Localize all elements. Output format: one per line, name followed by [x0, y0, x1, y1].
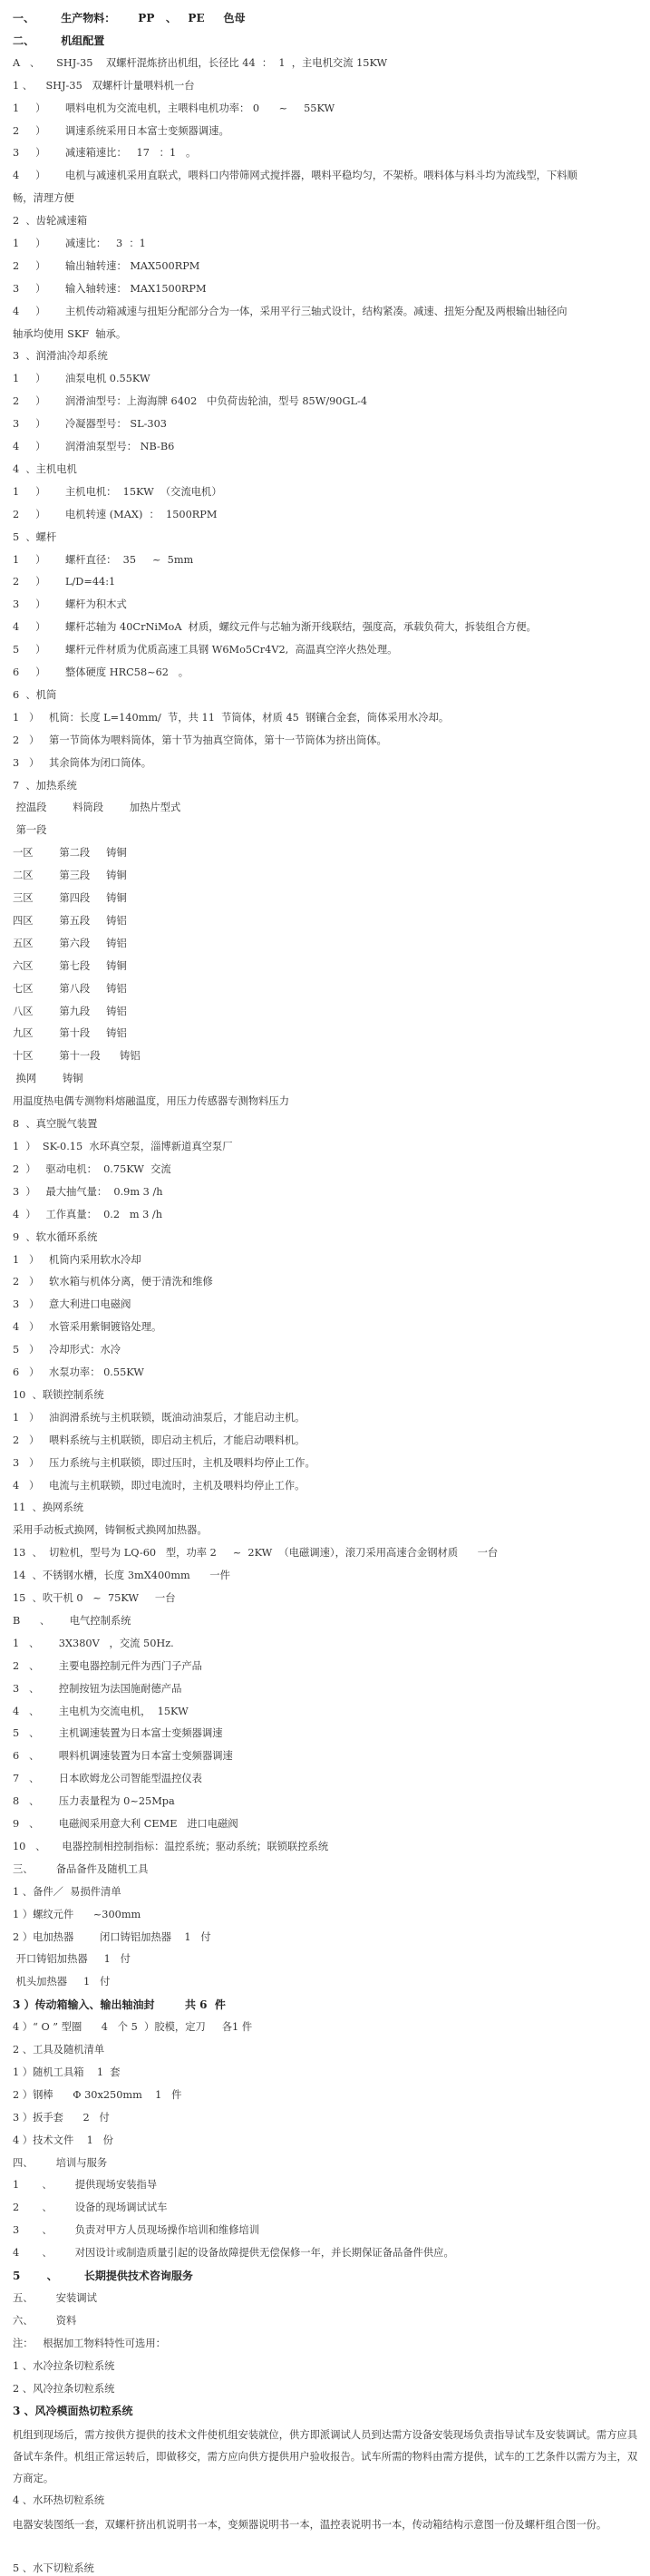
section-heading: 二、 机组配置	[13, 34, 105, 47]
text-line: 1 ） SK-0.15 水环真空泵，淄博新道真空泵厂	[13, 1141, 233, 1152]
text-line: 采用手动板式换网，铸铜板式换网加热器。	[13, 1524, 208, 1536]
text-line: 3 ） 压力系统与主机联锁，即过压时，主机及喂料均停止工作。	[13, 1457, 315, 1469]
text-line: 2 ） 第一节筒体为喂料筒体，第十节为抽真空筒体，第十一节筒体为挤出筒体。	[13, 734, 387, 746]
text-line: 2 ） 电机转速 (MAX) ： 1500RPM	[13, 509, 218, 520]
text-line: 4 、 对因设计或制造质量引起的设备故障提供无偿保修一年，并长期保证备品备件供应。	[13, 2247, 454, 2259]
text-line: 一区 第二段 铸铜	[13, 847, 127, 859]
text-line: 2 、工具及随机清单	[13, 2044, 105, 2056]
text-line: 三、 备品备件及随机工具	[13, 1863, 149, 1875]
text-line: 5 、螺杆	[13, 531, 57, 543]
text-line: 五区 第六段 铸铝	[13, 938, 127, 949]
text-line: 九区 第十段 铸铝	[13, 1027, 127, 1039]
text-line: 换网 铸铜	[13, 1073, 83, 1084]
text-line: 10 、 电器控制相控制指标：温控系统；驱动系统；联锁联控系统	[13, 1841, 329, 1852]
text-line: 8 、 压力表量程为 0~25Mpa	[13, 1795, 175, 1807]
text-line: 1 、 3X380V ，交流 50Hz.	[13, 1638, 174, 1649]
text-line: 2 、风冷拉条切粒系统	[13, 2383, 115, 2395]
text-line: 5 ） 冷却形式：水冷	[13, 1344, 121, 1356]
text-line: 七区 第八段 铸铝	[13, 983, 127, 995]
text-line: 三区 第四段 铸铜	[13, 892, 127, 904]
text-line: 11 、换网系统	[13, 1502, 84, 1513]
text-line: 2 ） 喂料系统与主机联锁，即启动主机后，才能启动喂料机。	[13, 1434, 306, 1446]
text-line: 第一段	[13, 824, 47, 836]
text-line: 开口铸铝加热器 1 付	[13, 1953, 131, 1965]
text-line: 3 ）扳手套 2 付	[13, 2112, 110, 2124]
text-line: 1 ）螺纹元件 ~300mm	[13, 1909, 141, 1920]
text-line: 八区 第九段 铸铝	[13, 1006, 127, 1017]
text-line: 6 ） 整体硬度 HRC58~62 。	[13, 666, 189, 678]
section-heading: 3 ）传动箱输入、输出轴油封 共 6 件	[13, 1998, 226, 2011]
text-line: 2 ） 驱动电机： 0.75KW 交流	[13, 1163, 171, 1175]
text-line: 3 ） 最大抽气量： 0.9m 3 /h	[13, 1186, 163, 1198]
text-line: 4 ） 螺杆芯轴为 40CrNiMoA 材质，螺纹元件与芯轴为渐开线联结，强度高，承载负荷大，拆装组合方便。	[13, 621, 537, 633]
text-line: B 、 电气控制系统	[13, 1615, 131, 1627]
text-line: 1 ） 螺杆直径： 35 ~ 5mm	[13, 554, 194, 566]
text-line: 5 、水下切粒系统	[13, 2562, 94, 2574]
docs-paragraph: 电器安装图纸一套，双螺杆挤出机说明书一本，变频器说明书一本，温控表说明书一本，传动箱结构示意图一份及螺杆组合图一份。	[13, 2519, 607, 2531]
text-line: 3 ） 减速箱速比： 17 ：1 。	[13, 147, 197, 159]
text-line: 1 ） 减速比： 3 ：1	[13, 238, 146, 249]
text-line: 3 、 负责对甲方人员现场操作培训和维修培训	[13, 2224, 260, 2236]
text-line: 六、 资料	[13, 2315, 77, 2327]
text-line: 机头加热器 1 付	[13, 1976, 111, 1988]
text-line: 4 ）“ O ” 型圈 4 个 5 ）胶模，定刀 各1 件	[13, 2021, 253, 2033]
text-line: 1 ） 机筒：长度 L=140mm/ 节，共 11 节筒体，材质 45 钢镶合金套，筒体采用水冷却。	[13, 712, 450, 724]
text-line: 1 ） 主机电机： 15KW （交流电机）	[13, 486, 222, 498]
text-line: A 、 SHJ-35 双螺杆混炼挤出机组，长径比 44 ： 1 ，主电机交流 15KW	[13, 57, 388, 69]
text-line: 1 ）随机工具箱 1 套	[13, 2066, 121, 2078]
text-line: 4 ） 工作真量： 0.2 m 3 /h	[13, 1209, 163, 1220]
text-line: 7 、加热系统	[13, 780, 77, 792]
install-paragraph: 机组到现场后，需方按供方提供的技术文件使机组安装就位，供方即派调试人员到达需方设备安装现场负责指导试车及安装调试。需方应具备试车条件。机组正常运转后，即做移交，需方应向供方提供用户验收报告。试车所需的物料由需方提供，试车的工艺条件以需方为主，双方商定。	[13, 2429, 638, 2484]
text-line: 2 ） 润滑油型号：上海海牌 6402 中负荷齿轮油，型号 85W/90GL-4	[13, 395, 368, 407]
text-line: 六区 第七段 铸铜	[13, 960, 127, 972]
text-line: 五、 安装调试	[13, 2292, 97, 2304]
text-line: 1 ） 油润滑系统与主机联锁，既油动油泵后，才能启动主机。	[13, 1412, 306, 1424]
text-line: 6 、 喂料机调速装置为日本富士变频器调速	[13, 1750, 233, 1762]
text-line: 1 ） 喂料电机为交流电机，主喂料电机功率： 0 ~ 55KW	[13, 102, 335, 114]
text-line: 1 、水冷拉条切粒系统	[13, 2360, 115, 2372]
text-line: 6 ） 水泵功率： 0.55KW	[13, 1366, 144, 1378]
text-line: 注： 根据加工物料特性可选用：	[13, 2338, 166, 2349]
text-line: 3 、 控制按钮为法国施耐德产品	[13, 1683, 182, 1695]
section-heading: 5 、 长期提供技术咨询服务	[13, 2270, 193, 2282]
text-line: 2 、齿轮减速箱	[13, 215, 88, 227]
text-line: 控温段 料筒段 加热片型式	[13, 802, 181, 813]
text-line: 6 、机筒	[13, 689, 57, 701]
text-line: 2 、 设备的现场调试试车	[13, 2202, 168, 2213]
text-line: 2 、 主要电器控制元件为西门子产品	[13, 1660, 202, 1672]
text-line: 3 ） 其余筒体为闭口筒体。	[13, 757, 151, 769]
text-line: 4 ） 水管采用紫铜镀铬处理。	[13, 1321, 162, 1333]
text-line: 3 ） 螺杆为积木式	[13, 598, 127, 610]
text-line: 4 、主机电机	[13, 463, 77, 475]
text-line: 13 、 切粒机，型号为 LQ-60 型，功率 2 ~ 2KW （电磁调速），滚刀采用高速合金钢材质 一台	[13, 1547, 499, 1559]
text-line: 1 、备件／ 易损件清单	[13, 1886, 121, 1898]
text-line: 10 、联锁控制系统	[13, 1389, 104, 1401]
text-line: 二区 第三段 铸铜	[13, 870, 127, 881]
text-line: 1 ） 机筒内采用软水冷却	[13, 1254, 141, 1266]
text-line: 2 ） 输出轴转速： MAX500RPM	[13, 260, 200, 272]
text-line: 5 ） 螺杆元件材质为优质高速工具钢 W6Mo5Cr4V2, 高温真空淬火热处理。	[13, 644, 398, 656]
text-line: 7 、 日本欧姆龙公司智能型温控仪表	[13, 1773, 202, 1784]
text-line: 2 ）电加热器 闭口铸铝加热器 1 付	[13, 1931, 211, 1943]
text-line: 用温度热电偶专测物料熔融温度，用压力传感器专测物料压力	[13, 1095, 290, 1107]
text-line: 2 ） 软水箱与机体分离，便于清洗和维修	[13, 1276, 213, 1288]
text-line: 8 、真空脱气装置	[13, 1118, 98, 1130]
text-line: 4 ）技术文件 1 份	[13, 2134, 113, 2146]
text-line: 3 ） 输入轴转速： MAX1500RPM	[13, 283, 207, 295]
text-line: 4 ） 润滑油泵型号： NB-B6	[13, 441, 175, 452]
text-line: 15 、吹干机 0 ~ 75KW 一台	[13, 1592, 176, 1604]
text-line: 2 ） 调速系统采用日本富士变频器调速。	[13, 125, 229, 137]
text-line: 4 ） 电流与主机联锁，即过电流时，主机及喂料均停止工作。	[13, 1480, 306, 1492]
text-line: 14 、不锈钢水槽，长度 3mX400mm 一件	[13, 1570, 230, 1581]
text-line: 4 、水环热切粒系统	[13, 2494, 105, 2506]
text-line: 5 、 主机调速装置为日本富士变频器调速	[13, 1727, 223, 1739]
text-line: 2 ） L/D=44:1	[13, 576, 116, 588]
section-heading: 一、 生产物料： PP 、 PE 色母	[13, 12, 246, 24]
text-line: 4 、 主电机为交流电机， 15KW	[13, 1706, 189, 1717]
text-line: 四区 第五段 铸铝	[13, 915, 127, 927]
text-line: 4 ） 主机传动箱减速与扭矩分配部分合为一体，采用平行三轴式设计，结构紧凑。减速、扭矩分配及两根输出轴径向	[13, 306, 568, 317]
text-line: 3 ） 冷凝器型号： SL-303	[13, 418, 167, 430]
text-line: 四、 培训与服务	[13, 2157, 108, 2169]
text-line: 9 、软水循环系统	[13, 1231, 98, 1243]
text-line: 2 ）钢棒 Φ 30x250mm 1 件	[13, 2089, 182, 2101]
section-heading: 3 、风冷模面热切粒系统	[13, 2405, 133, 2417]
text-line: 1 、 SHJ-35 双螺杆计量喂料机一台	[13, 80, 195, 92]
text-line: 轴承均使用 SKF 轴承。	[13, 328, 127, 340]
text-line: 1 ） 油泵电机 0.55KW	[13, 373, 150, 384]
text-line: 3 、润滑油冷却系统	[13, 350, 108, 362]
text-line: 畅，清理方便	[13, 192, 74, 204]
text-line: 3 ） 意大利进口电磁阀	[13, 1298, 131, 1310]
text-line: 1 、 提供现场安装指导	[13, 2179, 158, 2191]
text-line: 十区 第十一段 铸铝	[13, 1050, 141, 1062]
text-line: 4 ） 电机与减速机采用直联式，喂料口内带筛网式搅拌器，喂料平稳均匀，不架桥。喂料体与料斗均为流线型，下料顺	[13, 170, 577, 181]
text-line: 9 、 电磁阀采用意大利 CEME 进口电磁阀	[13, 1818, 238, 1830]
